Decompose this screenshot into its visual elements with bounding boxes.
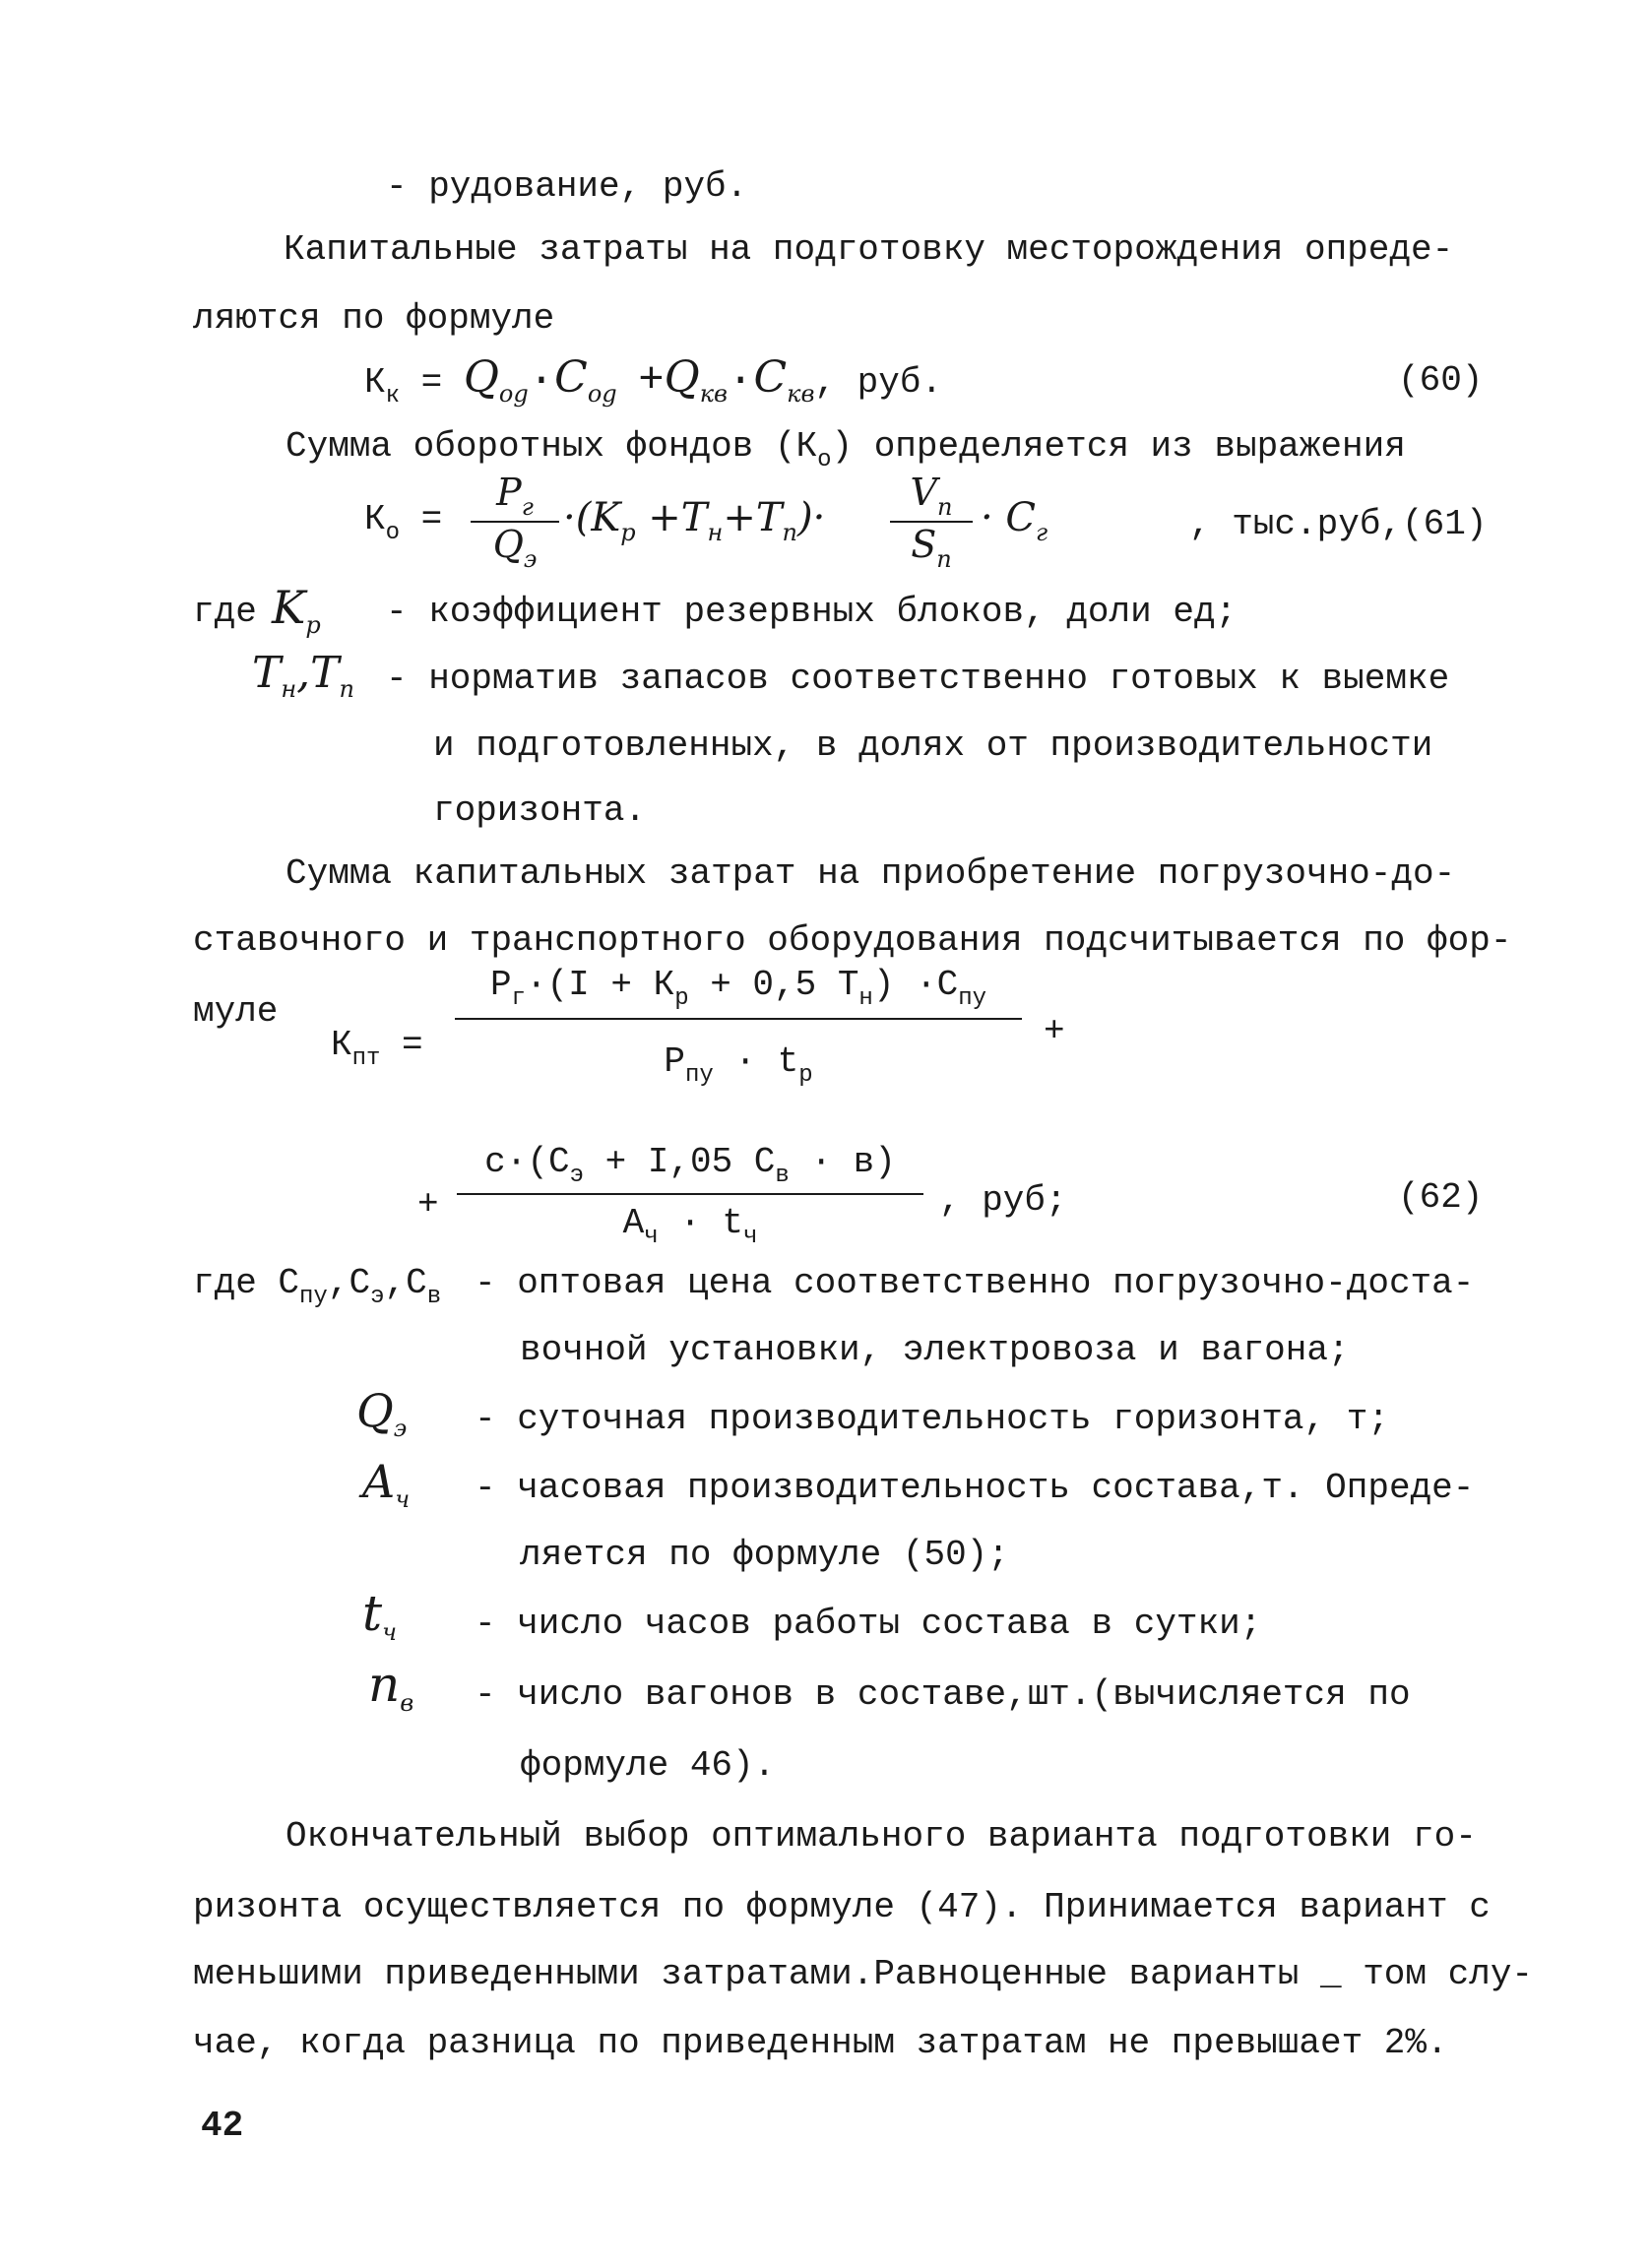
eq62-fraction-2 (457, 1142, 923, 1250)
a-sym: A (362, 1455, 396, 1508)
eq60-q1: Q (463, 352, 499, 403)
eq62-plus-end: + (1044, 1011, 1065, 1051)
eq61-unit: , тыс.руб, (1189, 504, 1403, 544)
q-symbol (356, 1384, 408, 1442)
eq62-num-sub3: н (858, 985, 873, 1012)
eq61-num2 (890, 471, 973, 521)
text-line: - число вагонов в составе,шт.(вычисляется по (475, 1674, 1411, 1715)
text-line: горизонта. (433, 790, 647, 831)
eq61-middle (563, 495, 826, 546)
eq61-lhs-sub: о (385, 520, 401, 546)
text-line: Сумма капитальных затрат на приобретение погрузочно-до- (286, 853, 1456, 894)
eq62-lhs-sub: пт (351, 1045, 381, 1072)
eq62-den2-sub1: ч (644, 1224, 659, 1250)
text-line: - часовая производительность состава,т. Опреде- (475, 1468, 1475, 1508)
eq62-num2-sub1: э (569, 1163, 584, 1189)
c-sub-3: в (426, 1284, 442, 1310)
eq62-num-sub1: г (511, 985, 526, 1012)
eq60-eq: = (420, 362, 443, 403)
eq62-plus-start: + (417, 1184, 439, 1225)
eq61-mid: ·(K (563, 495, 621, 540)
eq60-q1-sub: og (498, 380, 529, 408)
eq61-fraction-2 (890, 471, 973, 573)
text-line: Капитальные затраты на подготовку месторождения опреде- (284, 229, 1454, 270)
kp-symbol (272, 581, 321, 639)
gde-label: где (193, 1263, 257, 1303)
eq61-mid-sub2: н (707, 519, 724, 546)
text-line: - оптовая цена соответственно погрузочно-доста- (475, 1263, 1475, 1303)
eq60-c2-sub: кв (787, 380, 815, 408)
eq60-lhs-sub: к (385, 383, 401, 410)
eq61-den2-sym: S (911, 523, 937, 566)
text-line: ляются по формуле (193, 298, 555, 339)
eq62-den2 (457, 1195, 923, 1250)
eq62-num-mid: ·(I + К (525, 965, 675, 1005)
eq61-tail (981, 495, 1048, 546)
eq61-den1 (471, 523, 559, 573)
a-sub: ч (395, 1485, 411, 1513)
text-line: чае, когда разница по приведенным затратам не превышает 2%. (193, 2023, 1448, 2063)
text-line: Окончательный выбор оптимального варианта подготовки го- (286, 1816, 1477, 1857)
eq62-unit: , руб; (939, 1180, 1067, 1221)
eq60-plus: + (638, 356, 665, 406)
eq61-den2 (890, 523, 973, 573)
tn-sub: н (281, 675, 297, 703)
eq61-num2-sym: V (910, 471, 937, 514)
eq62-num-sym: P (489, 965, 512, 1005)
a-symbol (362, 1455, 411, 1513)
t-sub: ч (382, 1618, 398, 1646)
q-sub: э (393, 1415, 408, 1442)
eq61-fraction-1 (471, 471, 559, 573)
eq61-mid-sub1: p (620, 519, 636, 546)
eq61-tail-sym: · C (981, 495, 1037, 540)
eq62-den-mid: · t (713, 1041, 799, 1082)
text-line: ризонта осуществляется по формуле (47). Принимается вариант с (193, 1887, 1491, 1927)
t-sym: t (362, 1585, 383, 1642)
tn-sym: T (252, 648, 282, 698)
eq62-den-sub2: р (798, 1062, 813, 1089)
eq62-lhs-sym: К (331, 1025, 352, 1065)
eq61-eq: = (420, 499, 443, 539)
text-line: где (193, 592, 257, 632)
eq60-q2: Q (664, 352, 700, 403)
eq61-mid3: +T (723, 495, 783, 540)
q-sym: Q (356, 1384, 394, 1437)
t-symbol (362, 1585, 398, 1646)
text-line (193, 1263, 442, 1310)
eq62-lhs (331, 1025, 423, 1072)
eq62-num2-end: · в) (789, 1142, 896, 1182)
text-line: - суточная производительность горизонта, т; (475, 1399, 1389, 1439)
eq61-mid4: )· (796, 495, 826, 540)
kp-sym: K (272, 581, 306, 634)
eq62-num-sub4: пу (958, 985, 987, 1012)
tn-tp-symbol (252, 648, 354, 703)
eq60-unit: , руб. (814, 362, 943, 403)
text-line: вочной установки, электровоза и вагона; (520, 1330, 1350, 1370)
eq62-den2-sub2: ч (743, 1224, 758, 1250)
c-sym-3: ,С (384, 1263, 427, 1303)
eq60-c2: C (753, 352, 788, 403)
text-line: ляется по формуле (50); (520, 1535, 1009, 1575)
equation-number (1189, 504, 1487, 544)
eq61-den1-sub: э (523, 545, 538, 573)
eq61-num1-sym: P (496, 471, 522, 514)
equation-number: (60) (1398, 360, 1484, 401)
k0-sub: о (817, 447, 832, 473)
formula-61-lhs (364, 499, 443, 546)
eq62-num-sub2: р (674, 985, 689, 1012)
page-number: 42 (201, 2106, 244, 2146)
c-sub-2: э (370, 1284, 385, 1310)
tp-sub: п (339, 675, 354, 703)
eq62-den-sym: Р (664, 1041, 685, 1082)
eq61-lhs: К (364, 499, 386, 539)
eq62-den (455, 1020, 1022, 1089)
c-sym-2: ,С (327, 1263, 371, 1303)
eq62-num2 (457, 1142, 923, 1193)
eq60-lhs: К (364, 362, 386, 403)
equation-number: (62) (1398, 1177, 1484, 1218)
eq62-num-mid3: ) ·С (872, 965, 959, 1005)
eq62-num2-sub2: в (775, 1163, 790, 1189)
eq60-c1-sub: og (587, 380, 617, 408)
eq61-mid2: +T (635, 495, 708, 540)
n-symbol (368, 1656, 414, 1717)
eq60-c1: C (554, 352, 588, 403)
eq62-den2-mid: · t (658, 1203, 744, 1243)
text-line: меньшими приведенными затратами.Равноценные варианты _ том слу- (193, 1954, 1534, 1994)
text-line: формуле 46). (520, 1745, 776, 1786)
text-line (286, 426, 1406, 473)
c-sub-1: пу (299, 1284, 328, 1310)
eq62-den-sub1: пу (684, 1062, 714, 1089)
eq62-num2-sym: с·(С (484, 1142, 570, 1182)
c-sym-1: С (278, 1263, 300, 1303)
eq62-eq: = (402, 1025, 423, 1065)
eq61-num1-sub: г (521, 493, 534, 521)
kp-sub: p (305, 611, 321, 639)
text-line: - коэффициент резервных блоков, доли ед; (386, 592, 1238, 632)
text-line: - норматив запасов соответственно готовых к выемке (386, 659, 1450, 699)
eq62-num (455, 965, 1022, 1018)
eq61-tail-sub: г (1036, 519, 1048, 546)
eq62-num2-mid: + I,05 С (583, 1142, 776, 1182)
eq60-dot2: · (728, 356, 754, 406)
text-line: и подготовленных, в долях от производительности (433, 725, 1433, 766)
eq61-den1-sym: Q (492, 523, 524, 566)
text-line: - рудование, руб. (386, 166, 748, 207)
eq60-q2-sub: кв (699, 380, 729, 408)
eq62-den2-sym: A (622, 1203, 645, 1243)
tp-sym: ,T (296, 648, 340, 698)
eq61-num1 (471, 471, 559, 521)
eq61-den2-sub: п (936, 545, 952, 573)
eq61-number: (61) (1402, 504, 1488, 544)
formula-60 (364, 352, 943, 410)
eq62-num-mid2: + 0,5 Т (688, 965, 859, 1005)
text-part: Сумма оборотных фондов (К (286, 426, 818, 467)
text-line: ставочного и транспортного оборудования подсчитывается по фор- (193, 920, 1512, 961)
eq61-mid-sub3: п (782, 519, 797, 546)
n-sym: n (368, 1656, 401, 1713)
n-sub: в (400, 1689, 414, 1717)
eq61-num2-sub: п (936, 493, 953, 521)
eq62-fraction-1 (455, 965, 1022, 1089)
text-line: муле (193, 991, 279, 1032)
eq60-dot1: · (528, 356, 555, 406)
text-part: ) определяется из выражения (831, 426, 1406, 467)
text-line: - число часов работы состава в сутки; (475, 1604, 1262, 1644)
